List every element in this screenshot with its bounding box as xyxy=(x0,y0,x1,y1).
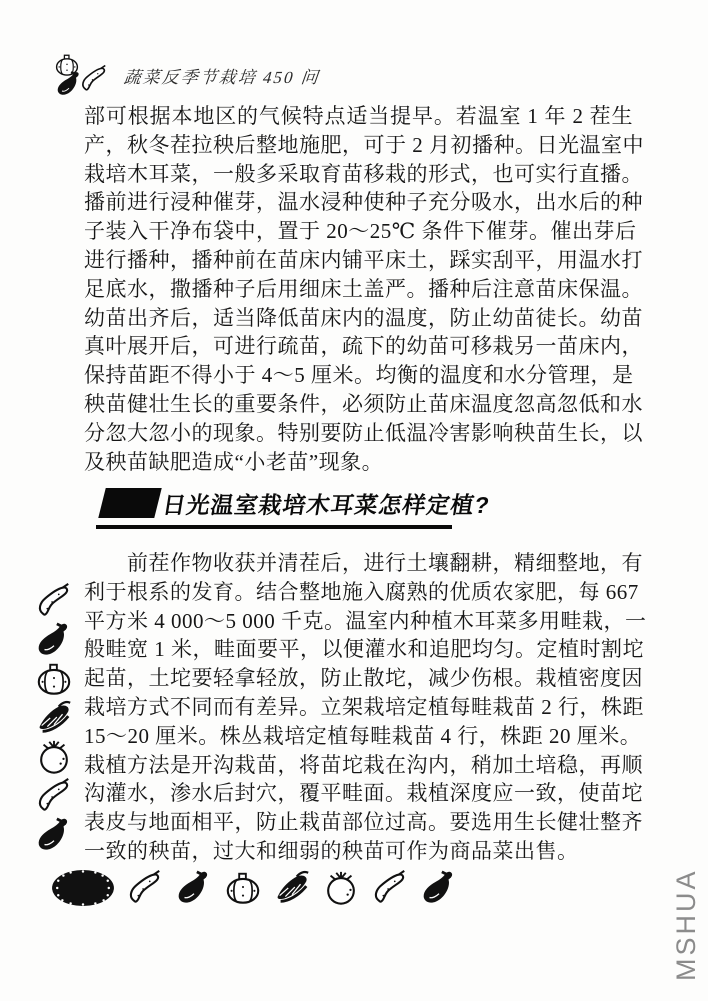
section-heading xyxy=(96,486,492,532)
cucumber-icon xyxy=(34,777,74,815)
text-line: 幼苗出齐后，适当降低苗床内的温度，防止幼苗徒长。幼苗 xyxy=(84,305,643,330)
text-line: 进行播种，播种前在苗床内铺平床土，踩实刮平，用温水打 xyxy=(84,247,643,272)
body-paragraph-2 xyxy=(84,549,647,866)
text-line: 真叶展开后，可进行疏苗，疏下的幼苗可移栽另一苗床内， xyxy=(84,334,643,359)
greens-icon xyxy=(272,869,312,907)
melon-icon xyxy=(50,866,116,910)
text-line: 前茬作物收获并清茬后，进行土壤翻耕，精细整地，有 xyxy=(84,551,643,575)
text-line: 般畦宽 1 米，畦面要平，以便灌水和追肥均匀。定植时割坨 xyxy=(84,637,644,662)
cucumber-icon xyxy=(34,582,74,620)
text-line: 栽培方式不同而有差异。立架栽培定植每畦栽苗 2 行，株距 xyxy=(84,694,644,719)
text-line: 足底水，撒播种子后用细床土盖严。播种后注意苗床保温。 xyxy=(84,276,643,301)
text-line: 一致的秧苗，过大和细弱的秧苗可作为商品菜出售。 xyxy=(84,838,579,863)
text-line: 栽植方法是开沟栽苗，将苗坨栽在沟内，稍加土培稳，再顺 xyxy=(84,752,643,777)
greens-icon xyxy=(34,699,74,737)
pumpkin-icon xyxy=(223,869,263,907)
eggplant-icon xyxy=(174,869,214,907)
eggplant-icon xyxy=(419,869,459,907)
text-line: 秧苗健壮生长的重要条件，必须防止苗床温度忽高忽低和水 xyxy=(84,391,643,416)
heading-black-marker xyxy=(98,488,161,518)
text-line: 分忽大忽小的现象。特别要防止低温冷害影响秧苗生长，以 xyxy=(84,420,643,445)
text-line: 播前进行浸种催芽，温水浸种使种子充分吸水，出水后的种 xyxy=(84,190,643,215)
eggplant-icon xyxy=(34,816,74,854)
text-line: 起苗，土坨要轻拿轻放，防止散坨，减少伤根。栽植密度因 xyxy=(84,666,643,691)
section-heading-title: 日光温室栽培木耳菜怎样定植? xyxy=(160,492,492,518)
footer-vegetable-icons xyxy=(50,866,459,910)
text-line: 保持苗距不得小于 4～5 厘米。均衡的温度和水分管理，是 xyxy=(84,363,634,388)
text-line: 利于根系的发育。结合整地施入腐熟的优质农家肥，每 667 xyxy=(84,579,639,604)
page-header xyxy=(52,52,320,98)
text-line: 表皮与地面相平，防止栽苗部位过高。要选用生长健壮整齐 xyxy=(84,810,643,835)
text-line: 栽培木耳菜，一般多采取育苗移栽的形式，也可实行直播。 xyxy=(84,161,643,186)
cucumber-icon xyxy=(370,869,410,907)
pumpkin-icon xyxy=(34,660,74,698)
tomato-icon xyxy=(321,869,361,907)
eggplant-icon xyxy=(34,621,74,659)
text-line: 15～20 厘米。株丛栽培定植每畦栽苗 4 行，株距 20 厘米。 xyxy=(84,723,642,748)
body-paragraph-1 xyxy=(84,102,644,476)
heading-underline xyxy=(96,525,452,529)
cucumber-icon xyxy=(125,869,165,907)
text-line: 沟灌水，渗水后封穴，覆平畦面。栽植深度应一致，使苗坨 xyxy=(84,781,643,806)
text-line: 产，秋冬茬拉秧后整地施肥，可于 2 月初播种。日光温室中 xyxy=(84,132,644,157)
publisher-watermark: MSHUA xyxy=(671,868,701,981)
margin-vegetable-icons xyxy=(34,582,74,854)
book-title: 蔬菜反季节栽培 450 问 xyxy=(122,67,321,87)
text-line: 及秧苗缺肥造成“小老苗”现象。 xyxy=(84,449,384,474)
vegetables-logo-icon xyxy=(52,52,110,98)
tomato-icon xyxy=(34,738,74,776)
text-line: 子装入干净布袋中，置于 20～25℃ 条件下催芽。催出芽后 xyxy=(84,219,637,244)
text-line: 平方米 4 000～5 000 千克。温室内种植木耳菜多用畦栽，一 xyxy=(84,608,647,633)
text-line: 部可根据本地区的气候特点适当提早。若温室 1 年 2 茬生 xyxy=(84,104,633,128)
